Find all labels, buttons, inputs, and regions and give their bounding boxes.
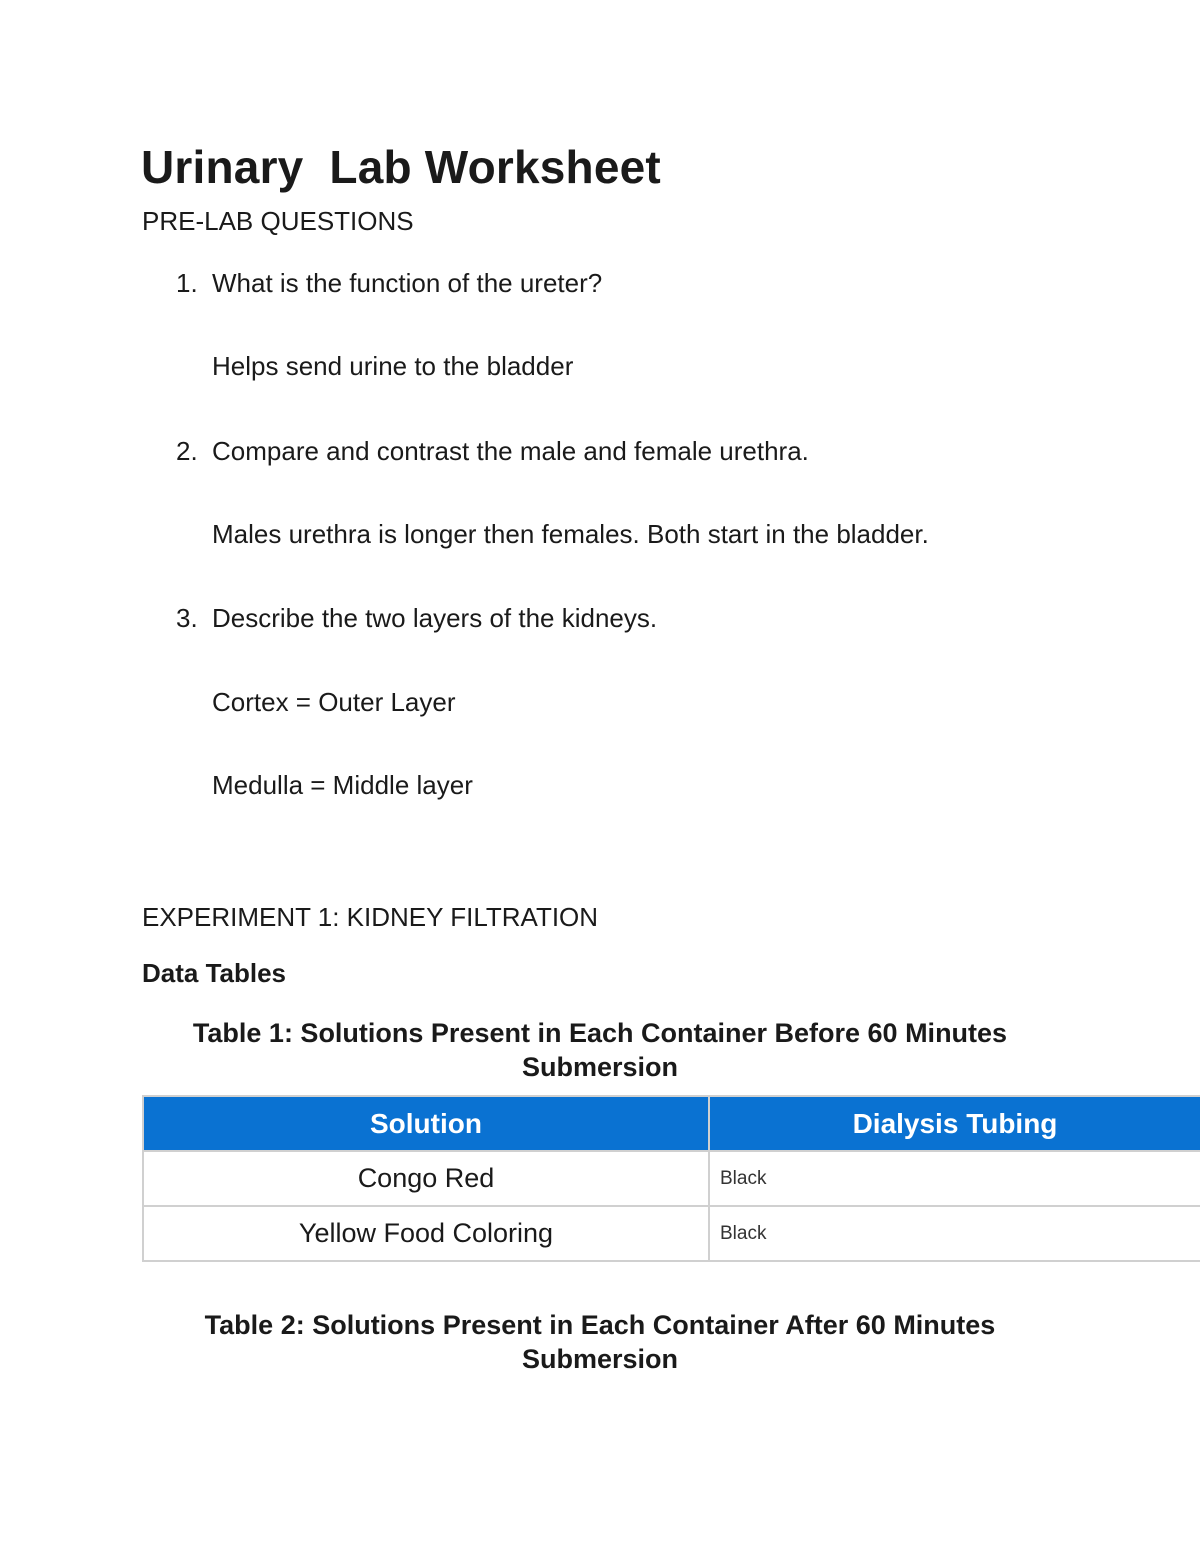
answer-3b: Medulla = Middle layer — [212, 770, 473, 800]
question-2-text: Compare and contrast the male and female urethra. — [212, 436, 809, 466]
answer-1: Helps send urine to the bladder — [212, 351, 574, 381]
table-row — [143, 1151, 1200, 1206]
question-3-text: Describe the two layers of the kidneys. — [212, 603, 658, 633]
cell-dialysis-tubing: Black — [709, 1151, 1200, 1206]
cell-solution: Yellow Food Coloring — [143, 1206, 709, 1261]
column-header-dialysis-tubing: Dialysis Tubing — [709, 1096, 1200, 1151]
question-1-number: 1. — [176, 268, 198, 298]
table-1-caption — [142, 1016, 1058, 1084]
question-3 — [176, 603, 657, 634]
column-header-solution: Solution — [143, 1096, 709, 1151]
question-1 — [176, 268, 602, 299]
table-1-caption-line1: Table 1: Solutions Present in Each Container Before 60 Minutes — [192, 1018, 1008, 1048]
experiment-heading: EXPERIMENT 1: KIDNEY FILTRATION — [142, 902, 599, 932]
cell-dialysis-tubing: Black — [709, 1206, 1200, 1261]
question-2-number: 2. — [176, 436, 198, 466]
table-row — [143, 1206, 1200, 1261]
data-tables-heading: Data Tables — [142, 958, 287, 988]
question-2 — [176, 436, 809, 467]
answer-3a: Cortex = Outer Layer — [212, 687, 456, 717]
table-1 — [142, 1095, 1200, 1262]
cell-solution: Congo Red — [143, 1151, 709, 1206]
table-1-caption-line2: Submersion — [521, 1052, 679, 1082]
table-2-caption-line1: Table 2: Solutions Present in Each Container After 60 Minutes — [204, 1310, 996, 1340]
page-title: Urinary Lab Worksheet — [141, 141, 661, 193]
answer-2: Males urethra is longer then females. Both start in the bladder. — [212, 519, 929, 549]
table-2-caption-line2: Submersion — [521, 1344, 679, 1374]
table-2-caption — [142, 1308, 1058, 1376]
question-1-text: What is the function of the ureter? — [212, 268, 603, 298]
question-3-number: 3. — [176, 603, 198, 633]
prelab-heading: PRE-LAB QUESTIONS — [142, 206, 414, 236]
table-header-row — [143, 1096, 1200, 1151]
